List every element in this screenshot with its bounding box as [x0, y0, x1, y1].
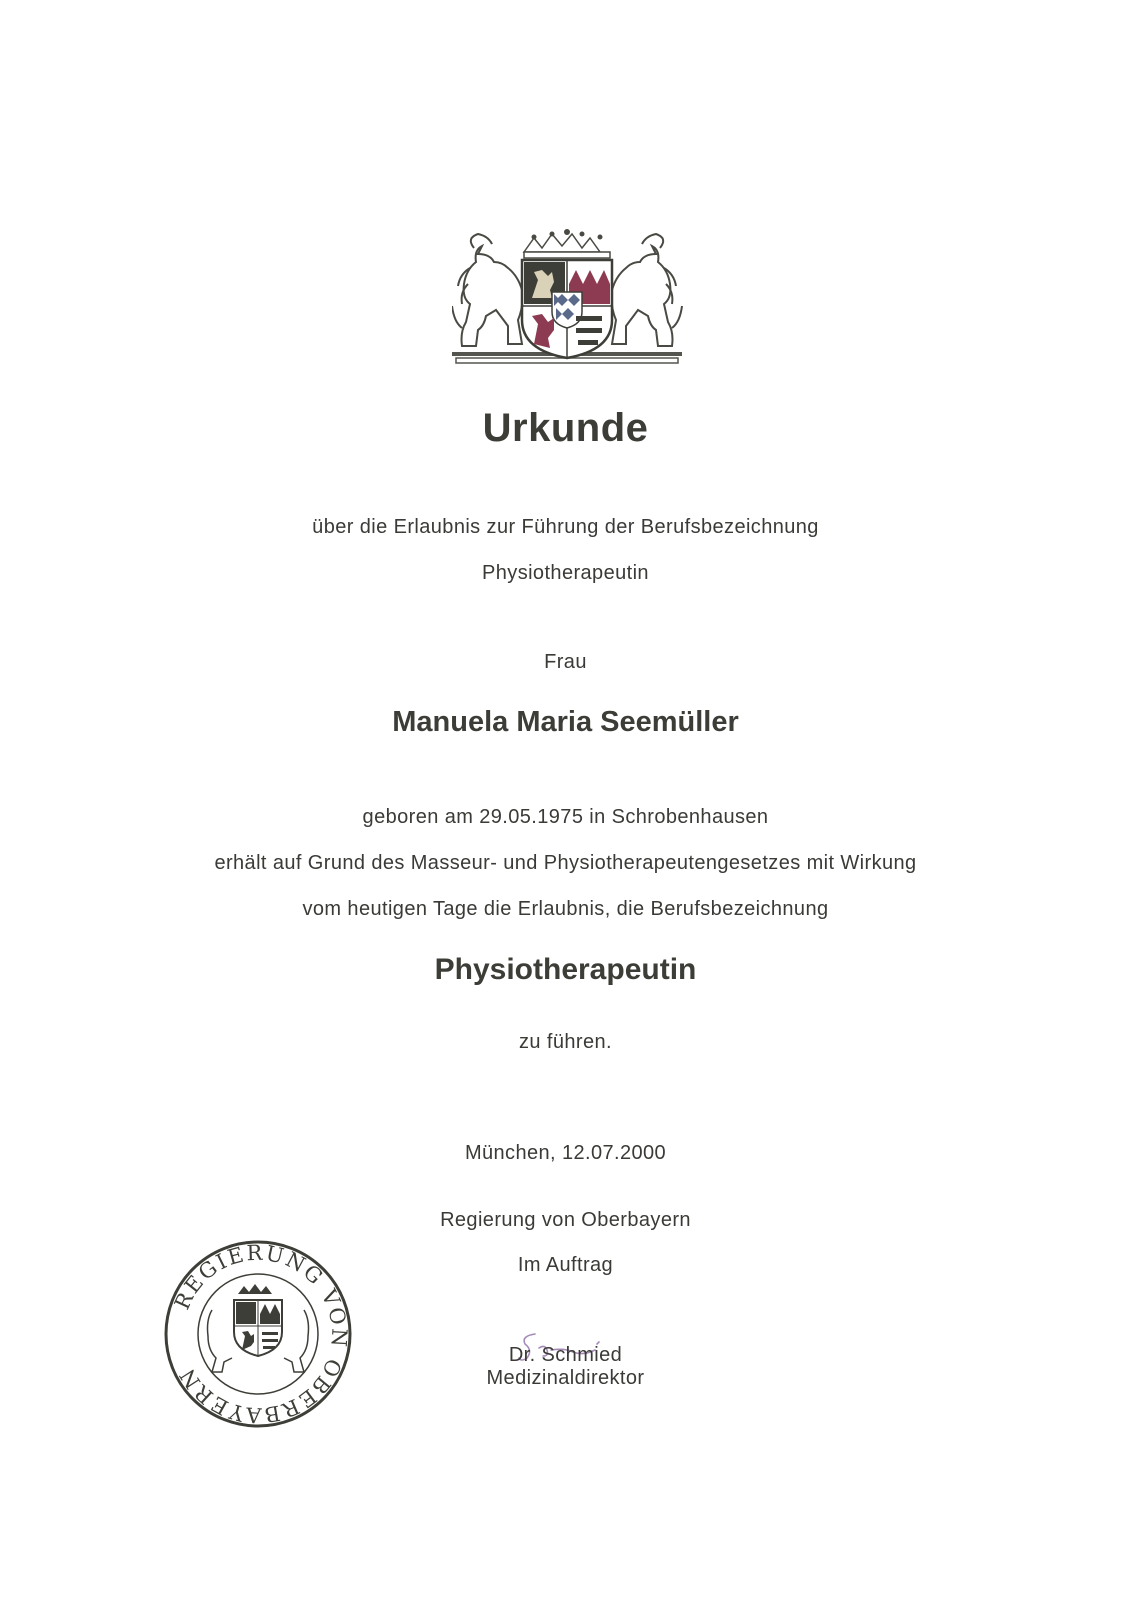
subtitle-line-2: Physiotherapeutin	[482, 562, 649, 584]
document-title: Urkunde	[482, 406, 649, 450]
official-seal	[164, 1240, 352, 1428]
place-date: München, 12.07.2000	[464, 1142, 667, 1164]
closing-text: zu führen.	[519, 1031, 612, 1053]
subtitle-line-1: über die Erlaubnis zur Führung der Berufsbezeichnung	[312, 516, 819, 538]
issuing-authority: Regierung von Oberbayern	[440, 1209, 691, 1231]
coat-of-arms-emblem	[452, 228, 692, 376]
svg-text:REGIERUNG VON OBERBAYERN: REGIERUNG VON OBERBAYERN	[169, 1240, 352, 1428]
signer-name: Dr. Schmied	[508, 1344, 623, 1366]
salutation: Frau	[544, 651, 587, 673]
profession-title: Physiotherapeutin	[434, 953, 697, 986]
recipient-name: Manuela Maria Seemüller	[392, 706, 739, 738]
signer-title: Medizinaldirektor	[486, 1367, 645, 1389]
law-line: erhält auf Grund des Masseur- und Physiotherapeutengesetzes mit Wirkung	[214, 852, 917, 874]
permission-line: vom heutigen Tage die Erlaubnis, die Berufsbezeichnung	[302, 898, 829, 920]
birth-line: geboren am 29.05.1975 in Schrobenhausen	[362, 806, 769, 828]
on-behalf-text: Im Auftrag	[517, 1254, 614, 1276]
